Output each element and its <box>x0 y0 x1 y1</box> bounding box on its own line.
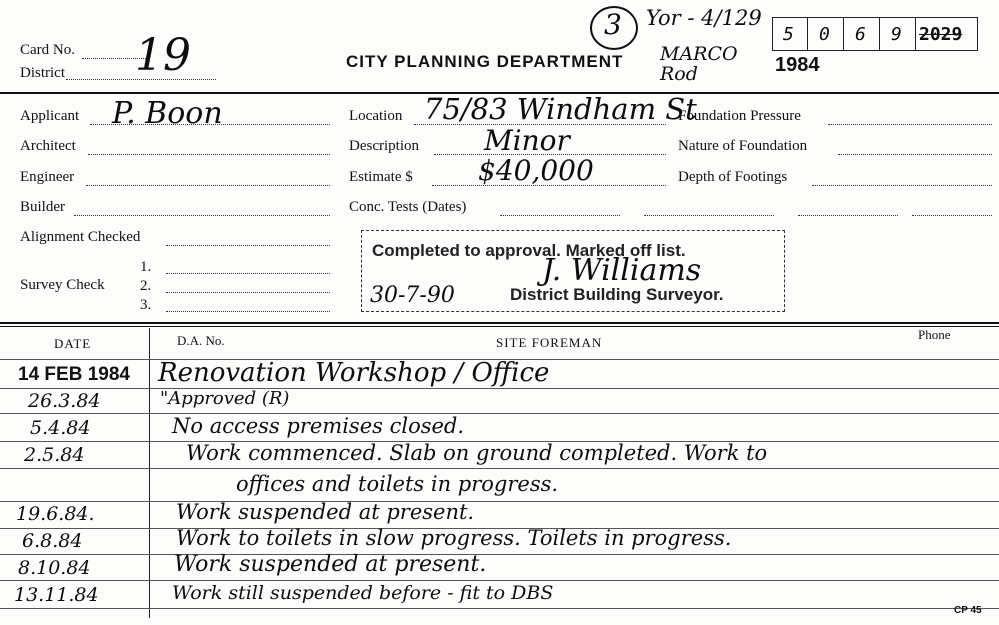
file-digit: 9 <box>891 24 902 45</box>
location-value: 75/83 Windham St <box>424 92 697 126</box>
estimate-value: $40,000 <box>478 154 594 187</box>
entry-date: 6.8.84 <box>22 530 83 552</box>
engineer-line <box>86 185 330 186</box>
nature-foundation-line <box>838 154 992 155</box>
phone-header: Phone <box>918 327 951 342</box>
description-label: Description <box>349 138 419 154</box>
entry-date: 14 FEB 1984 <box>18 364 130 385</box>
conc-tests-line <box>644 215 774 216</box>
entry-date: 13.11.84 <box>14 584 99 606</box>
survey-line <box>166 292 330 293</box>
entry-date: 5.4.84 <box>30 417 91 439</box>
log-top-rule <box>0 322 999 324</box>
location-label: Location <box>349 108 403 124</box>
entry-date: 8.10.84 <box>18 557 91 579</box>
conc-tests-label: Conc. Tests (Dates) <box>349 199 467 215</box>
description-value: Minor <box>484 124 570 157</box>
survey-num: 1. <box>140 259 152 275</box>
foundation-pressure-label: Foundation Pressure <box>678 108 801 124</box>
estimate-label: Estimate $ <box>349 169 413 185</box>
department-title: CITY PLANNING DEPARTMENT <box>346 52 624 71</box>
survey-num: 2. <box>140 278 152 294</box>
entry-text: Work still suspended before - fit to DBS <box>172 582 554 604</box>
date-column-divider <box>149 328 150 618</box>
file-digit: 6 <box>855 24 866 45</box>
file-digit: 5 <box>783 24 794 45</box>
architect-line <box>88 154 330 155</box>
entry-text: Work to toilets in slow progress. Toilets in progress. <box>176 526 732 550</box>
stamp-date: 30-7-90 <box>370 283 455 308</box>
entry-text: Work suspended at present. <box>176 500 475 524</box>
circled-number: 3 <box>604 8 622 41</box>
district-line <box>66 79 216 80</box>
conc-tests-line <box>500 215 620 216</box>
survey-label: Survey Check <box>20 277 105 293</box>
entry-date: 19.6.84. <box>16 503 95 525</box>
nature-foundation-label: Nature of Foundation <box>678 138 808 154</box>
da-number-header: D.A. No. <box>177 333 225 348</box>
stamp-line-2: District Building Surveyor. <box>510 285 724 304</box>
district-label: District <box>20 65 65 81</box>
site-foreman-header: SITE FOREMAN <box>496 335 603 350</box>
engineer-label: Engineer <box>20 169 75 185</box>
entry-date: 26.3.84 <box>28 390 101 412</box>
survey-num: 3. <box>140 297 152 313</box>
approval-stamp <box>361 230 785 312</box>
file-struck-number: 2029 <box>919 24 963 45</box>
builder-line <box>74 215 330 216</box>
conc-tests-line <box>912 215 992 216</box>
entry-text: "Approved (R) <box>160 388 290 409</box>
entry-text: Work suspended at present. <box>174 552 487 577</box>
architect-label: Architect <box>20 138 76 154</box>
card-no-value: 19 <box>135 30 191 81</box>
depth-footings-label: Depth of Footings <box>678 169 788 185</box>
form-code: CP 45 <box>954 605 982 616</box>
handwritten-name: MARCO Rod <box>660 43 738 85</box>
survey-line <box>166 311 330 312</box>
entry-text: Renovation Workshop / Office <box>158 358 550 388</box>
card-no-label: Card No. <box>20 42 75 58</box>
entry-text: offices and toilets in progress. <box>236 472 559 496</box>
alignment-label: Alignment Checked <box>20 229 141 245</box>
top-note: Yor - 4/129 <box>646 6 762 30</box>
log-top-rule-2 <box>0 326 999 327</box>
year-label: 1984 <box>775 54 820 76</box>
conc-tests-line <box>798 215 898 216</box>
file-digit: 0 <box>819 24 830 45</box>
stamp-line-1: Completed to approval. Marked off list. <box>372 241 686 260</box>
file-number-box <box>772 17 978 51</box>
entry-text: No access premises closed. <box>172 414 465 438</box>
applicant-value: P. Boon <box>112 96 223 131</box>
entry-date: 2.5.84 <box>24 444 85 466</box>
stamp-signature: J. Williams <box>542 253 702 288</box>
entry-text: Work commenced. Slab on ground completed. Work to <box>186 441 768 465</box>
builder-label: Builder <box>20 199 65 215</box>
survey-line <box>166 273 330 274</box>
depth-footings-line <box>812 185 992 186</box>
foundation-pressure-line <box>828 124 992 125</box>
alignment-line <box>166 245 330 246</box>
date-column-header: DATE <box>54 336 92 351</box>
applicant-label: Applicant <box>20 108 80 124</box>
